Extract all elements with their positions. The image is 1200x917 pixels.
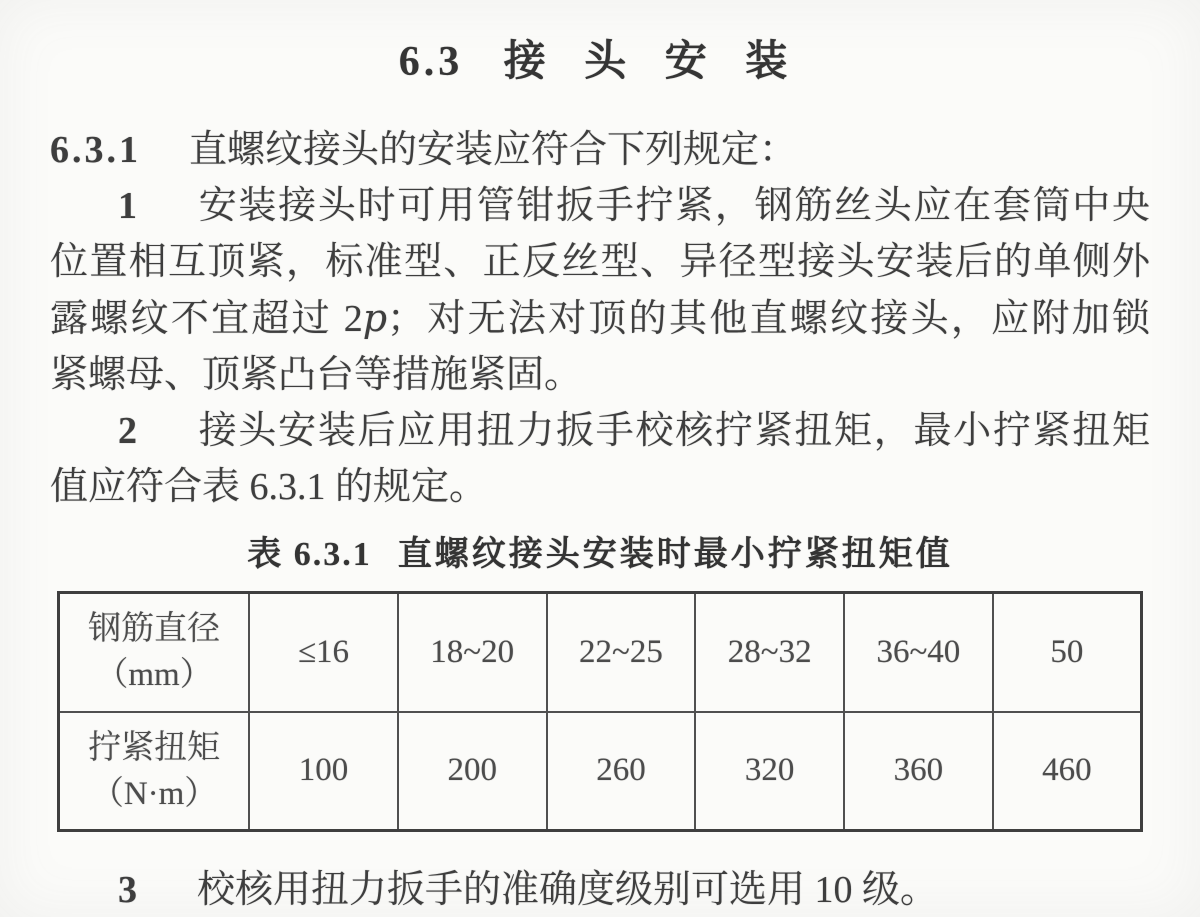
torque-unit: （N·m） [90,775,218,812]
item1-number: 1 [118,185,137,227]
torque-value-cell: 100 [249,712,398,831]
clause-6-3-1 [50,122,1150,178]
item2-line2: 值应符合表 6.3.1 的规定。 [50,466,488,508]
table-row-torque [59,712,1142,831]
item3-number: 3 [118,869,137,911]
section-number: 6.3 [398,39,464,85]
item1-line2: 位置相互顶紧，标准型、正反丝型、异径型接头安装后的单侧外 [50,241,1150,283]
diameter-value-cell: ≤16 [249,593,398,712]
item2-text-line1: 接头安装后应用扭力扳手校核拧紧扭矩，最小拧紧扭矩 [197,410,1150,452]
torque-header-cell [59,712,250,831]
diameter-value-cell: 22~25 [547,593,696,712]
table-caption [50,531,1150,579]
torque-value-cell: 320 [695,712,844,831]
diameter-value-cell: 36~40 [844,593,993,712]
torque-value-cell: 260 [547,712,696,831]
section-heading [50,28,1150,88]
torque-table [57,591,1143,832]
clause-text: 直螺纹接头的安装应符合下列规定： [189,129,798,171]
torque-value-cell: 200 [398,712,547,831]
torque-value-cell: 360 [844,712,993,831]
diameter-value-cell: 18~20 [398,593,547,712]
diameter-label: 钢筋直径 [88,611,221,648]
torque-label: 拧紧扭矩 [88,729,221,766]
clause-number: 6.3.1 [50,129,141,171]
diameter-unit: （mm） [95,657,213,694]
item3-line [50,862,1150,917]
item2-number: 2 [118,410,137,452]
item1-line3-pre: 露螺纹不宜超过 2 [50,298,363,340]
item1-line3 [50,290,1150,347]
item1-text-line1: 安装接头时可用管钳扳手拧紧，钢筋丝头应在套筒中央 [197,185,1150,227]
item1-line4: 紧螺母、顶紧凸台等措施紧固。 [50,354,583,396]
table-caption-title: 直螺纹接头安装时最小拧紧扭矩值 [397,536,953,573]
item1-line1 [50,178,1150,234]
item2-line1 [50,403,1150,459]
section-title: 接 头 安 装 [503,39,802,85]
item3-text: 校核用扭力扳手的准确度级别可选用 10 级。 [197,869,939,911]
torque-value-cell: 460 [993,712,1142,831]
pitch-symbol: p [362,296,388,340]
table-caption-number: 表 6.3.1 [247,536,372,573]
diameter-value-cell: 28~32 [695,593,844,712]
table-row-diameter [59,593,1142,712]
diameter-header-cell [59,593,250,712]
item1-line3-post: ；对无法对顶的其他直螺纹接头，应附加锁 [387,298,1150,340]
diameter-value-cell: 50 [993,593,1142,712]
